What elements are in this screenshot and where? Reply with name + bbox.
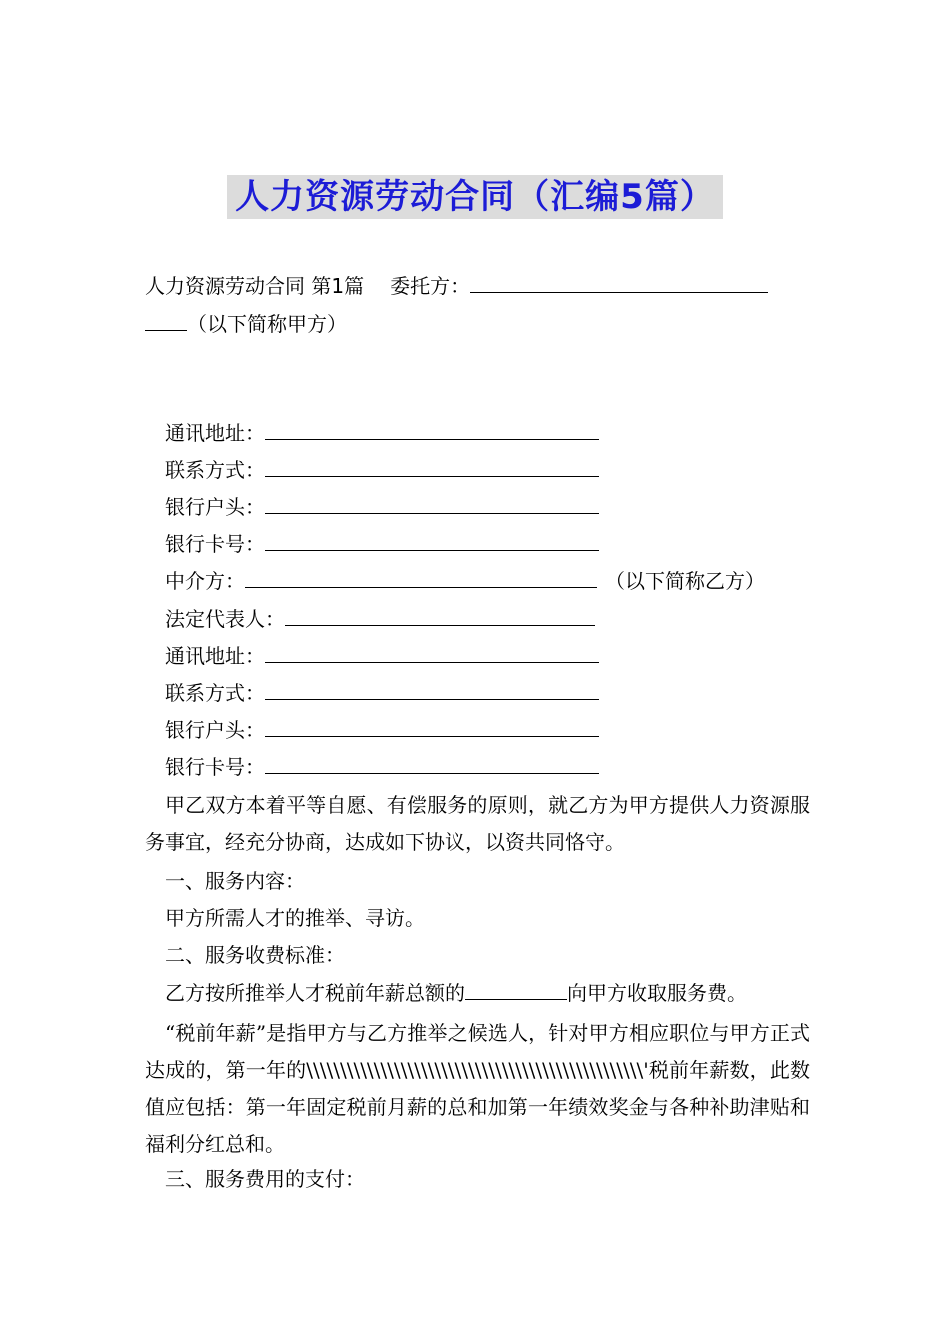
section-heading-3: 三、服务费用的支付：: [165, 1167, 365, 1191]
party-a-field: [165, 530, 599, 558]
agent-note: （以下简称乙方）: [605, 569, 765, 593]
party-b-field: [165, 642, 599, 670]
section-2-text: [165, 979, 747, 1007]
party-a-field: [165, 419, 599, 447]
paragraph-principle: 甲乙双方本着平等自愿、有偿服务的原则，就乙方为甲方提供人力资源服务事宜，经充分协商，达成如下协议，以资共同恪守。: [145, 793, 810, 854]
intro-heading-suffix: 篇: [344, 274, 365, 298]
field-label: 通讯地址：: [165, 421, 265, 445]
section-1-text: 甲方所需人才的推举、寻访。: [165, 906, 425, 930]
party-b-field: [165, 753, 599, 781]
field-label: 银行卡号：: [165, 532, 265, 556]
field-blank: [265, 679, 599, 700]
party-b-field: [165, 716, 599, 744]
party-b-field: [165, 605, 595, 633]
section-heading-2: 二、服务收费标准：: [165, 943, 345, 967]
title-wrap: [0, 175, 950, 219]
fee-text-before: 乙方按所推举人才税前年薪总额的: [165, 981, 465, 1005]
field-blank: [285, 605, 595, 626]
fee-text-after: 向甲方收取服务费。: [567, 981, 747, 1005]
agent-label: 中介方：: [165, 569, 245, 593]
field-label: 通讯地址：: [165, 644, 265, 668]
field-label: 银行户头：: [165, 718, 265, 742]
field-blank: [265, 530, 599, 551]
field-label: 联系方式：: [165, 681, 265, 705]
paragraph-salary-definition: “税前年薪”是指甲方与乙方推举之候选人，针对甲方相应职位与甲方正式达成的，第一年的\\\\\\\\\\\\\\\\\\\\\\\\\\\\\\\\\\\\\\\\\\\\\\\\\\'税前年薪数，此数值应包括：第一年固定税前月薪的总和加第一年绩效奖金与各种补助津贴和福利分红总和。: [145, 1021, 810, 1156]
client-blank: [470, 272, 768, 293]
party-a-field: [165, 456, 599, 484]
field-blank: [265, 716, 599, 737]
field-blank: [265, 493, 599, 514]
agent-line: [165, 567, 765, 595]
client-blank-cont: [145, 310, 187, 331]
client-note: （以下简称甲方）: [187, 312, 347, 336]
field-label: 联系方式：: [165, 458, 265, 482]
intro-line-2: [145, 310, 347, 338]
field-label: 银行户头：: [165, 495, 265, 519]
party-b-field: [165, 679, 599, 707]
party-a-field: [165, 493, 599, 521]
field-blank: [265, 642, 599, 663]
intro-line: [145, 272, 768, 300]
intro-heading: 人力资源劳动合同 第: [145, 274, 332, 298]
field-blank: [265, 419, 599, 440]
field-label: 法定代表人：: [165, 607, 285, 631]
field-blank: [265, 456, 599, 477]
client-label: 委托方：: [390, 274, 471, 298]
field-blank: [265, 753, 599, 774]
agent-blank: [245, 567, 597, 588]
fee-blank: [465, 979, 567, 1000]
section-heading-1: 一、服务内容：: [165, 869, 305, 893]
field-label: 银行卡号：: [165, 755, 265, 779]
intro-number: 1: [331, 274, 345, 298]
document-title: 人力资源劳动合同（汇编5篇）: [227, 175, 723, 219]
